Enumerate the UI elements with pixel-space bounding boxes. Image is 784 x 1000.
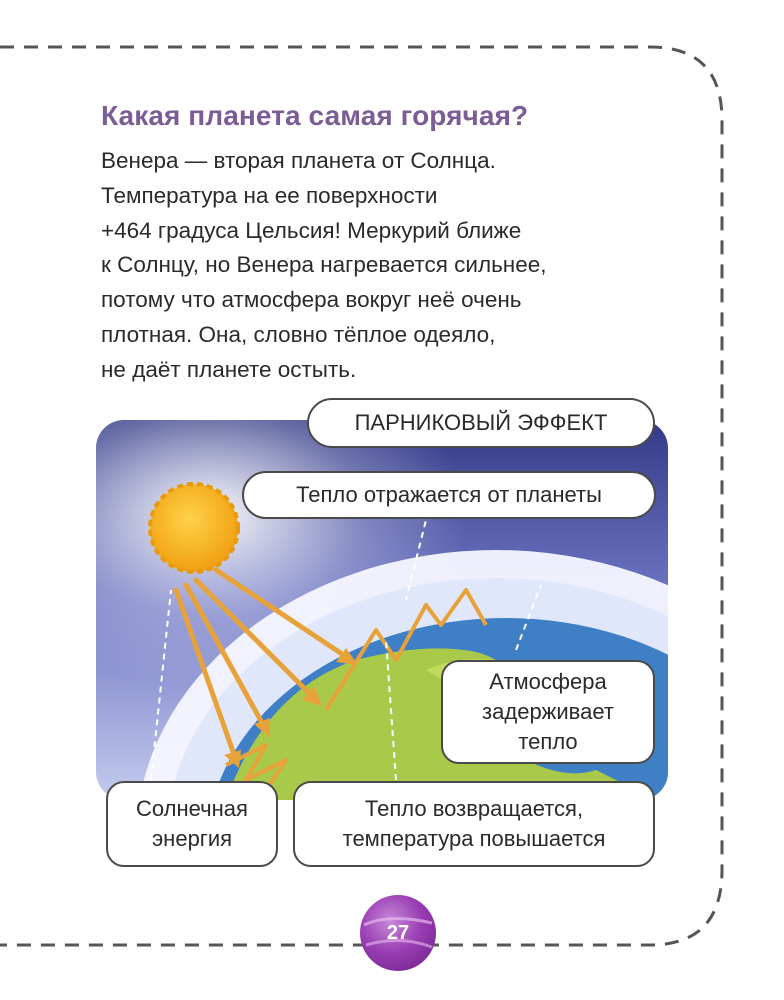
- sun: [150, 484, 238, 572]
- greenhouse-effect-header: [307, 398, 655, 448]
- solar-label-line: Солнечная: [136, 796, 248, 821]
- paragraph-line: не даёт планете остыть.: [101, 356, 357, 382]
- heat-return-label: [293, 781, 655, 867]
- atmosphere-label: [441, 660, 655, 764]
- paragraph-line: к Солнцу, но Венера нагревается сильнее,: [101, 252, 547, 278]
- paragraph-line: плотная. Она, словно тёплое одеяло,: [101, 321, 496, 347]
- body-paragraph: [101, 144, 701, 388]
- paragraph-line: Температура на ее поверхности: [101, 182, 438, 208]
- paragraph-line: потому что атмосфера вокруг неё очень: [101, 287, 522, 313]
- atmosphere-label-line: тепло: [518, 729, 578, 754]
- return-label-line: температура повышается: [342, 826, 606, 851]
- page-number: 27: [386, 921, 410, 944]
- solar-energy-label: [106, 781, 278, 867]
- atmosphere-label-line: Атмосфера: [489, 669, 607, 694]
- atmosphere-label-line: задерживает: [482, 699, 614, 724]
- reflect-label: [242, 471, 656, 519]
- page-title: Какая планета самая горячая?: [101, 100, 529, 131]
- page-number-badge: [360, 895, 436, 971]
- paragraph-line: Венера — вторая планета от Солнца.: [101, 148, 496, 173]
- solar-label-line: энергия: [151, 826, 233, 851]
- paragraph-line: +464 градуса Цельсия! Меркурий ближе: [101, 217, 522, 243]
- header-text: ПАРНИКОВЫЙ ЭФФЕКТ: [354, 410, 608, 435]
- reflect-label-text: Тепло отражается от планеты: [296, 482, 602, 507]
- return-label-line: Тепло возвращается,: [364, 796, 584, 821]
